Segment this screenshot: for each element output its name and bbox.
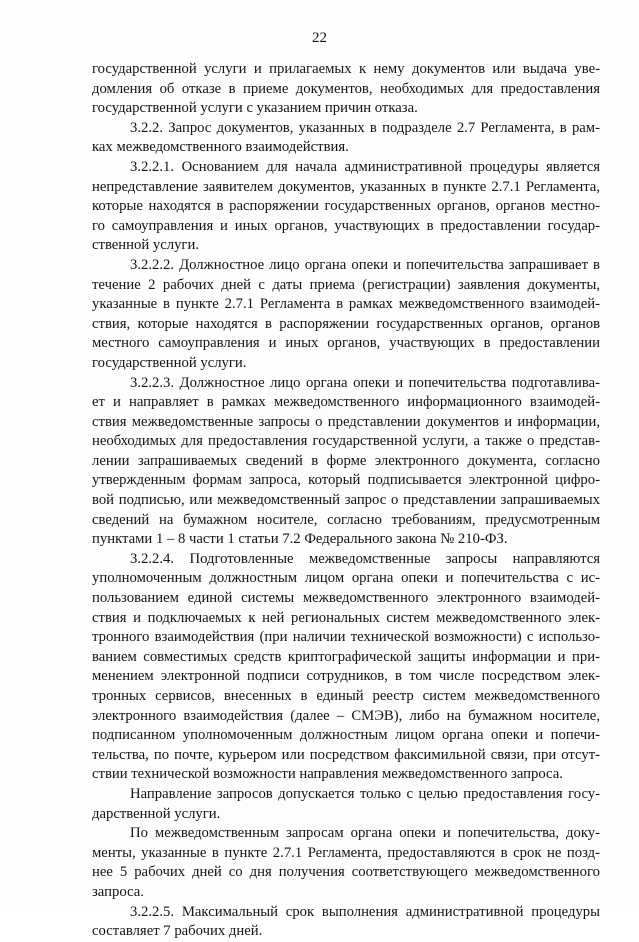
text-line: пунктами 1 – 8 части 1 статьи 7.2 Федерального закона № 210-ФЗ. <box>92 531 508 548</box>
text-line: ванием совместимых средств криптографической защиты информации и при- <box>92 648 600 665</box>
text-line: тельства, по почте, курьером или посредством факсимильной связи, при отсут- <box>92 746 600 763</box>
text-line: государственной услуги с указанием причин отказа. <box>92 100 418 117</box>
text-line: 3.2.2.4. Подготовленные межведомственные запросы направляются <box>130 550 600 567</box>
text-line: дарственной услуги. <box>92 805 221 822</box>
text-line: непредставление заявителем документов, указанных в пункте 2.7.1 Регламента, <box>92 178 600 195</box>
text-line: тронного взаимодействия (при наличии технической возможности) с использо- <box>92 629 600 646</box>
text-line: ствия, которые находятся в распоряжении государственных органов, органов <box>92 315 600 332</box>
text-line: ствии технической возможности направления межведомственного запроса. <box>92 766 563 783</box>
page-number: 22 <box>312 30 327 46</box>
text-line: нее 5 рабочих дней со дня получения соответствующего межведомственного <box>92 864 600 881</box>
text-line: электронного взаимодействия (далее – СМЭВ), либо на бумажном носителе, <box>92 707 600 724</box>
text-line: ках межведомственного взаимодействия. <box>92 139 349 156</box>
text-line: ствия и подключаемых к ней региональных систем межведомственного элек- <box>92 609 600 626</box>
text-line: тронных сервисов, внесенных в единый реестр систем межведомственного <box>92 688 600 704</box>
text-line: По межведомственным запросам органа опеки и попечительства, доку- <box>130 825 600 842</box>
text-line: 3.2.2.2. Должностное лицо органа опеки и попечительства запрашивает в <box>130 256 600 273</box>
text-line: ственной услуги. <box>92 237 199 254</box>
text-line: необходимых для предоставления государственной услуги, а также о представ- <box>92 433 600 450</box>
text-line: которые находятся в распоряжении государственных органов, органов местно- <box>92 198 600 215</box>
text-line: 3.2.2.3. Должностное лицо органа опеки и попечительства подготавлива- <box>130 374 600 391</box>
text-line: указанные в пункте 2.7.1 Регламента в рамках межведомственного взаимодей- <box>92 296 600 313</box>
text-line: государственной услуги. <box>92 354 247 371</box>
text-line: пользованием единой системы межведомственного электронного взаимодей- <box>92 590 600 607</box>
text-line: государственной услуги и прилагаемых к нему документов или выдача уве- <box>92 61 600 77</box>
text-line: менением электронной подписи сотрудников, в том числе посредством элек- <box>92 668 600 685</box>
text-line: сведений на бумажном носителе, согласно требованиям, предусмотренным <box>92 511 600 528</box>
text-line: домления об отказе в приеме документов, необходимых для предоставления <box>92 80 600 97</box>
text-line: местного самоуправления и иных органов, участвующих в предоставлении <box>92 335 600 352</box>
text-line: утвержденным формам запроса, который подписывается электронной цифро- <box>92 472 600 489</box>
text-line: 3.2.2.5. Максимальный срок выполнения административной процедуры <box>130 903 600 920</box>
text-line: вой подписью, или межведомственный запрос о представлении запрашиваемых <box>92 492 600 509</box>
text-line: менты, указанные в пункте 2.7.1 Регламента, предоставляются в срок не позд- <box>92 844 600 861</box>
document-body <box>92 60 600 942</box>
text-line: лении запрашиваемых сведений в форме электронного документа, согласно <box>92 452 600 469</box>
text-line: уполномоченным должностным лицом органа опеки и попечительства с ис- <box>92 570 600 587</box>
text-line: 3.2.2.1. Основанием для начала административной процедуры является <box>130 158 600 175</box>
text-line: запроса. <box>92 883 144 900</box>
text-line: ет и направляет в рамках межведомственного информационного взаимодей- <box>92 394 600 411</box>
text-line: подписанном уполномоченным должностным лицом органа опеки и попечи- <box>92 727 600 744</box>
text-line: ствия межведомственные запросы о представлении документов и информации, <box>92 413 600 430</box>
text-line: го самоуправления и иных органов, участвующих в предоставлении государ- <box>92 217 600 234</box>
text-line: Направление запросов допускается только с целью предоставления госу- <box>130 785 600 802</box>
text-line: 3.2.2. Запрос документов, указанных в подразделе 2.7 Регламента, в рам- <box>130 119 600 136</box>
text-line: составляет 7 рабочих дней. <box>92 923 263 940</box>
text-line: течение 2 рабочих дней с даты приема (регистрации) заявления документы, <box>92 276 600 293</box>
